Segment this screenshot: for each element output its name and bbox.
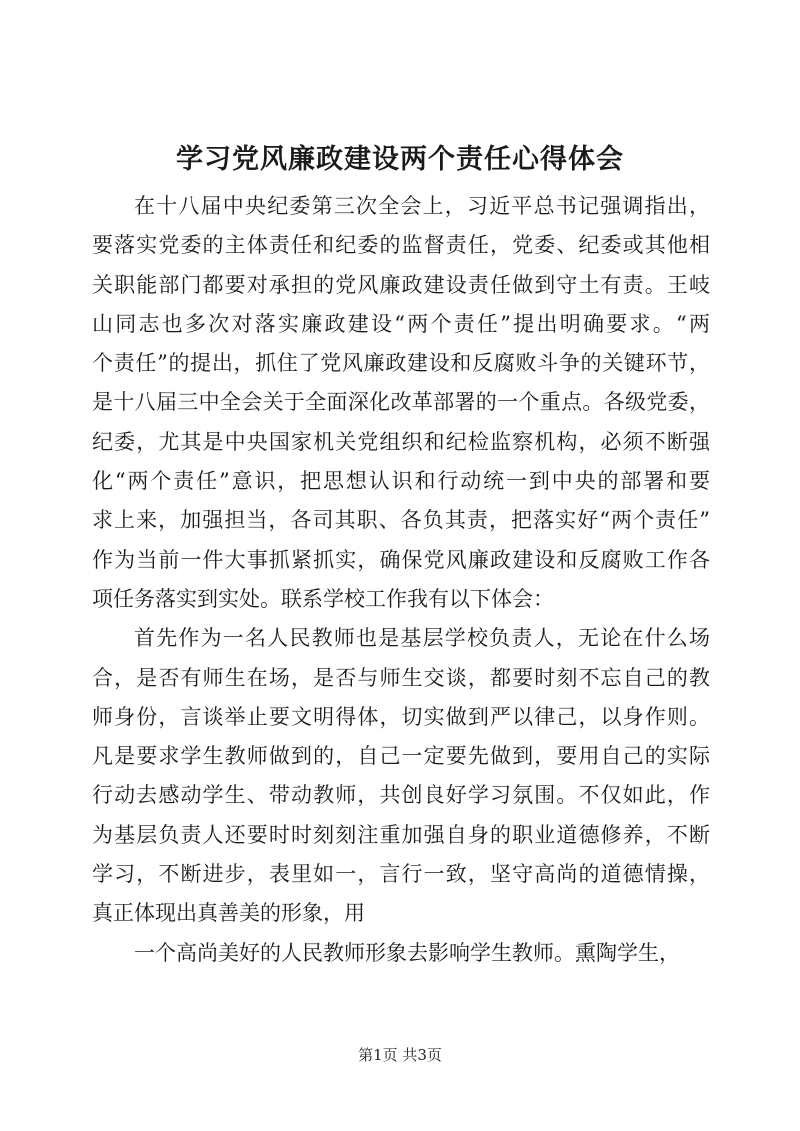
paragraph-1-line-10: 作为当前一件大事抓紧抓实，确保党风廉政建设和反腐败工作各 <box>92 547 710 572</box>
paragraph-1-line-9: 求上来，加强担当，各司其职、各负其责，把落实好“两个责任” <box>92 508 710 533</box>
paragraph-1-line-2: 要落实党委的主体责任和纪委的监督责任，党委、纪委或其他相 <box>92 233 710 258</box>
paragraph-1-line-4: 山同志也多次对落实廉政建设“两个责任”提出明确要求。“两 <box>92 311 710 336</box>
document-title: 学习党风廉政建设两个责任心得体会 <box>176 144 624 175</box>
paragraph-2-line-2: 合，是否有师生在场，是否与师生交谈，都要时刻不忘自己的教 <box>92 665 710 690</box>
paragraph-2-line-8: 真正体现出真善美的形象，用 <box>92 901 365 926</box>
paragraph-2-line-7: 学习，不断进步，表里如一，言行一致，坚守高尚的道德情操， <box>92 862 710 887</box>
page-footer: 第1页 共3页 <box>358 1046 442 1064</box>
paragraph-2-line-5: 行动去感动学生、带动教师，共创良好学习氛围。不仅如此，作 <box>92 783 710 808</box>
paragraph-1-line-6: 是十八届三中全会关于全面深化改革部署的一个重点。各级党委， <box>92 390 710 415</box>
paragraph-1-line-11: 项任务落实到实处。联系学校工作我有以下体会： <box>92 586 554 611</box>
paragraph-1-line-3: 关职能部门都要对承担的党风廉政建设责任做到守土有责。王岐 <box>92 272 710 297</box>
paragraph-2-line-4: 凡是要求学生教师做到的，自己一定要先做到，要用自己的实际 <box>92 744 710 769</box>
paragraph-1-line-7: 纪委，尤其是中央国家机关党组织和纪检监察机构，必须不断强 <box>92 429 710 454</box>
document-body <box>92 187 710 973</box>
paragraph-1-line-8: 化“两个责任”意识，把思想认识和行动统一到中央的部署和要 <box>92 469 710 494</box>
paragraph-2-line-1: 首先作为一名人民教师也是基层学校负责人，无论在什么场 <box>134 626 710 651</box>
paragraph-1-line-5: 个责任”的提出，抓住了党风廉政建设和反腐败斗争的关键环节， <box>92 351 710 376</box>
paragraph-3-line-1: 一个高尚美好的人民教师形象去影响学生教师。熏陶学生， <box>134 940 680 965</box>
paragraph-2-line-3: 师身份，言谈举止要文明得体，切实做到严以律己，以身作则。 <box>92 704 710 729</box>
paragraph-1-line-1: 在十八届中央纪委第三次全会上，习近平总书记强调指出， <box>134 194 710 218</box>
paragraph-2-line-6: 为基层负责人还要时时刻刻注重加强自身的职业道德修养，不断 <box>92 822 710 847</box>
